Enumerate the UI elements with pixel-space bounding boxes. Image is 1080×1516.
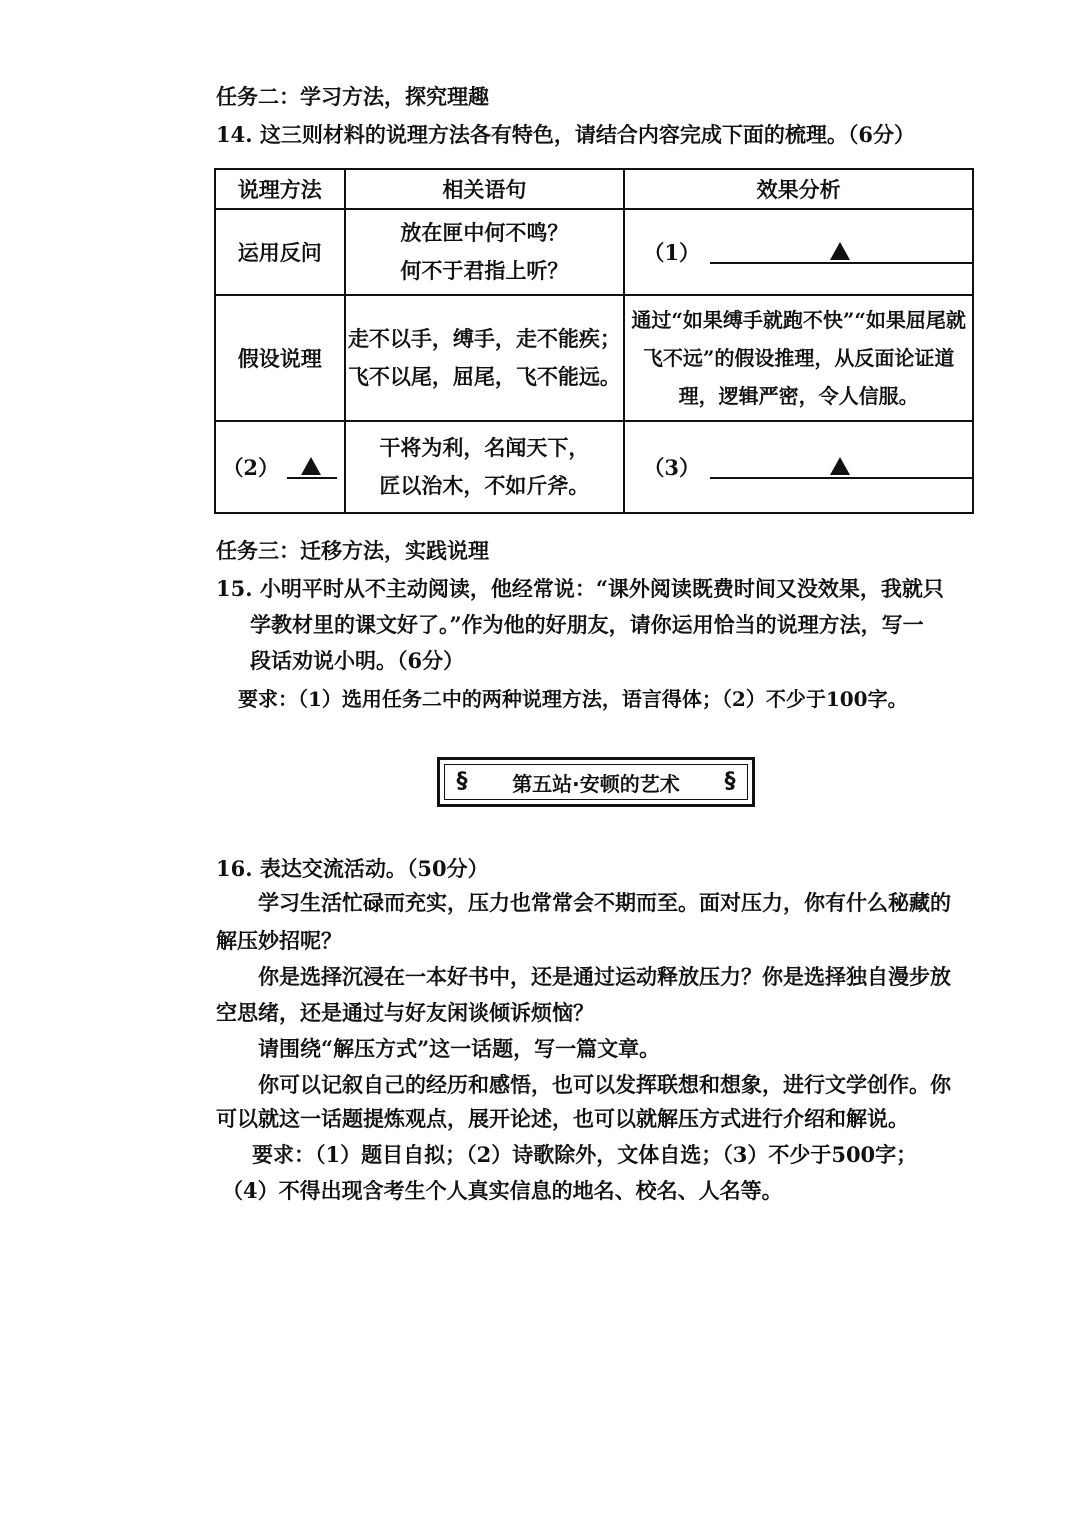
answer-blank-1[interactable] xyxy=(710,240,972,264)
sentence-line: 走不以手，缚手，走不能疾； xyxy=(347,326,621,351)
header-sentence: 相关语句 xyxy=(345,169,625,209)
answer-label-1: （1） xyxy=(643,240,700,265)
question-15-cont: 学教材里的课文好了。”作为他的好朋友，请你运用恰当的说理方法，写一 xyxy=(250,612,924,637)
sentence-line: 放在匣中何不鸣？ xyxy=(400,220,569,245)
method-cell: 假设说理 xyxy=(215,295,345,421)
sentence-cell xyxy=(345,295,625,421)
answer-cell-1[interactable] xyxy=(624,209,973,295)
question-16-requirement: 要求：（1）题目自拟；（2）诗歌除外，文体自选；（3）不少于500字； xyxy=(252,1142,918,1167)
sentence-line: 干将为利，名闻天下， xyxy=(379,435,590,460)
effect-cell: 通过“如果缚手就跑不快”“如果屈尾就飞不远”的假设推理，从反面论证道理，逻辑严密，令人信服。 xyxy=(624,295,973,421)
prompt-paragraph: 学习生活忙碌而充实，压力也常常会不期而至。面对压力，你有什么秘藏的 xyxy=(258,890,951,915)
answer-label-2: （2） xyxy=(222,455,280,480)
triangle-icon xyxy=(830,457,850,475)
banner-title: 第五站·安顿的艺术 xyxy=(512,771,680,796)
table-header-row xyxy=(215,169,973,209)
prompt-paragraph: 请围绕“解压方式”这一话题，写一篇文章。 xyxy=(258,1036,661,1061)
question-16-requirement: （4）不得出现含考生个人真实信息的地名、校名、人名等。 xyxy=(222,1178,783,1203)
sentence-cell xyxy=(345,421,625,513)
question-14: 14. 这三则材料的说理方法各有特色，请结合内容完成下面的梳理。（6分） xyxy=(216,122,915,147)
prompt-paragraph: 你是选择沉浸在一本好书中，还是通过运动释放压力？你是选择独自漫步放 xyxy=(258,964,951,989)
prompt-paragraph: 你可以记叙自己的经历和感悟，也可以发挥联想和想象，进行文学创作。你 xyxy=(258,1072,951,1097)
section-banner xyxy=(437,757,755,807)
task3-heading: 任务三：迁移方法，实践说理 xyxy=(216,539,489,563)
table-row xyxy=(215,295,973,421)
table-row xyxy=(215,421,973,513)
method-cell: 运用反问 xyxy=(215,209,345,295)
question-15-requirement: 要求：（1）选用任务二中的两种说理方法，语言得体；（2）不少于100字。 xyxy=(238,687,908,711)
header-effect: 效果分析 xyxy=(624,169,973,209)
task2-heading: 任务二：学习方法，探究理趣 xyxy=(216,85,489,109)
header-method: 说理方法 xyxy=(215,169,345,209)
answer-blank-3[interactable] xyxy=(710,455,972,479)
triangle-icon xyxy=(830,242,850,260)
q14-table xyxy=(214,168,974,514)
answer-label-3: （3） xyxy=(643,455,700,480)
sentence-line: 何不于君指上听？ xyxy=(400,258,569,283)
question-15: 15. 小明平时从不主动阅读，他经常说：“课外阅读既费时间又没效果，我就只 xyxy=(216,576,944,601)
prompt-paragraph: 可以就这一话题提炼观点，展开论述，也可以就解压方式进行介绍和解说。 xyxy=(216,1106,909,1131)
table-row xyxy=(215,209,973,295)
ornament-icon: § xyxy=(724,769,736,794)
question-15-cont: 段话劝说小明。（6分） xyxy=(250,648,465,673)
prompt-paragraph: 解压妙招呢？ xyxy=(216,928,342,953)
answer-blank-2[interactable] xyxy=(287,455,337,479)
answer-cell-2[interactable] xyxy=(215,421,345,513)
prompt-paragraph: 空思绪，还是通过与好友闲谈倾诉烦恼？ xyxy=(216,1000,594,1025)
sentence-line: 匠以治木，不如斤斧。 xyxy=(379,473,590,498)
triangle-icon xyxy=(301,457,321,475)
answer-cell-3[interactable] xyxy=(624,421,973,513)
ornament-icon: § xyxy=(456,769,468,794)
question-16-title: 16. 表达交流活动。（50分） xyxy=(216,856,489,881)
sentence-cell xyxy=(345,209,625,295)
sentence-line: 飞不以尾，屈尾，飞不能远。 xyxy=(347,364,621,389)
